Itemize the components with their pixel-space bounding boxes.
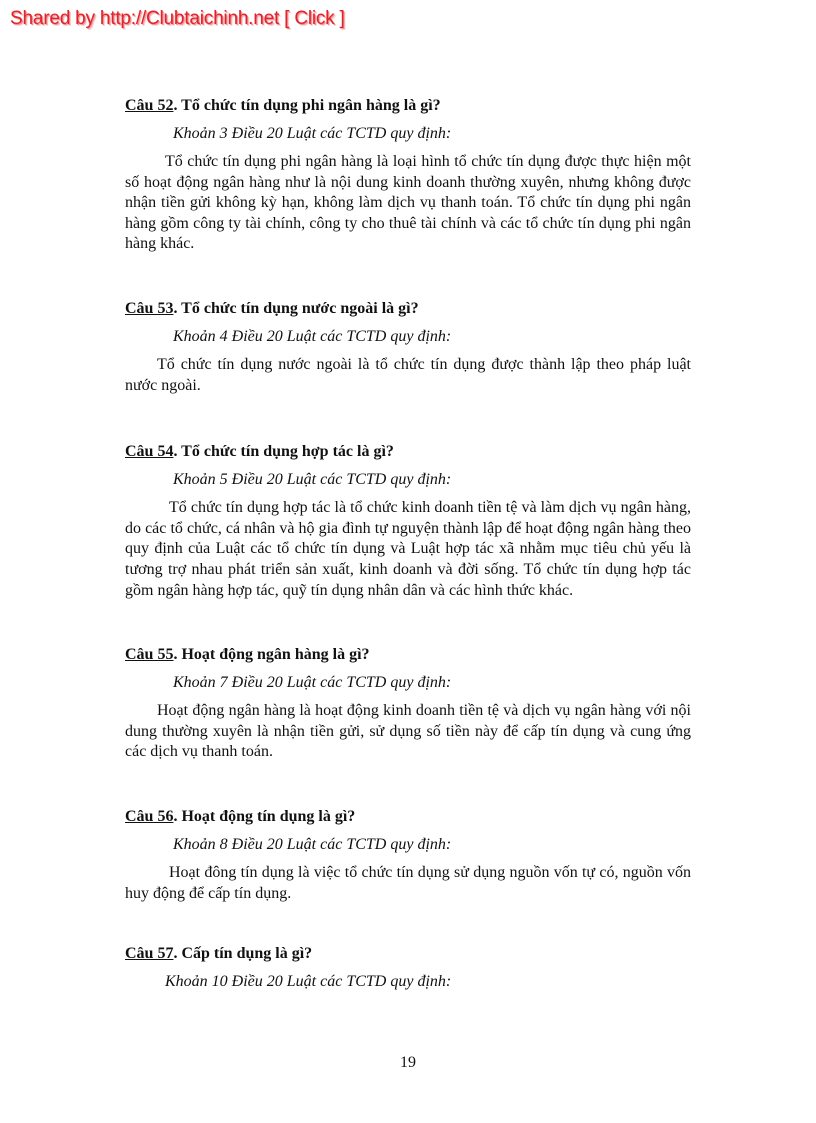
question-title: . Hoạt động ngân hàng là gì? bbox=[173, 646, 370, 664]
watermark-link[interactable]: Shared by http://Clubtaichinh.net [ Click ] bbox=[10, 8, 345, 29]
question-number: Câu 54 bbox=[125, 443, 174, 461]
question-body: Tổ chức tín dụng nước ngoài là tổ chức tín dụng được thành lập theo pháp luật nước ngoài. bbox=[125, 355, 691, 394]
question-reference: Khoản 10 Điều 20 Luật các TCTD quy định: bbox=[165, 973, 452, 991]
question-number: Câu 55 bbox=[125, 646, 174, 664]
document-content bbox=[125, 96, 691, 1000]
question-body: Hoạt động ngân hàng là hoạt động kinh doanh tiền tệ và dịch vụ ngân hàng với nội dung thường xuyên là nhận tiền gửi, sử dụng số tiền này để cấp tín dụng và cung ứng các dịch vụ thanh toán. bbox=[125, 702, 691, 761]
question-number: Câu 53 bbox=[125, 299, 174, 317]
question-reference: Khoản 5 Điều 20 Luật các TCTD quy định: bbox=[173, 471, 452, 489]
question-54 bbox=[125, 442, 691, 601]
question-body: Tổ chức tín dụng hợp tác là tổ chức kinh doanh tiền tệ và làm dịch vụ ngân hàng, do các tổ chức, cá nhân và hộ gia đình tự nguyện thành lập để hoạt động ngân hàng theo quy định của Luật các tổ chức tín dụng và Luật hợp tác xã nhằm mục tiêu chủ yếu là tương trợ nhau phát triển sản xuất, kinh doanh và đời sống. Tổ chức tín dụng hợp tác gồm ngân hàng hợp tác, quỹ tín dụng nhân dân và các hình thức khác. bbox=[125, 499, 691, 599]
question-body: Tổ chức tín dụng phi ngân hàng là loại hình tổ chức tín dụng được thực hiện một số hoạt động ngân hàng như là nội dung kinh doanh thường xuyên, nhưng không được nhận tiền gửi không kỳ hạn, không làm dịch vụ thanh toán. Tổ chức tín dụng phi ngân hàng gồm công ty tài chính, công ty cho thuê tài chính và các tổ chức tín dụng phi ngân hàng khác. bbox=[125, 153, 691, 253]
question-title: . Hoạt động tín dụng là gì? bbox=[173, 807, 356, 825]
question-title: . Cấp tín dụng là gì? bbox=[173, 945, 313, 963]
question-heading bbox=[125, 442, 691, 462]
question-number: Câu 56 bbox=[125, 807, 174, 825]
question-57 bbox=[125, 944, 691, 992]
question-title: . Tổ chức tín dụng hợp tác là gì? bbox=[173, 443, 394, 461]
question-number: Câu 57 bbox=[125, 945, 174, 963]
question-55 bbox=[125, 645, 691, 763]
page-number: 19 bbox=[400, 1054, 416, 1071]
question-reference: Khoản 4 Điều 20 Luật các TCTD quy định: bbox=[173, 327, 452, 345]
question-53 bbox=[125, 299, 691, 396]
question-heading bbox=[125, 96, 691, 116]
question-heading bbox=[125, 299, 691, 319]
question-heading bbox=[125, 645, 691, 665]
question-reference: Khoản 8 Điều 20 Luật các TCTD quy định: bbox=[173, 835, 452, 853]
question-number: Câu 52 bbox=[125, 97, 174, 114]
question-reference: Khoản 3 Điều 20 Luật các TCTD quy định: bbox=[173, 125, 452, 142]
question-body: Hoạt đông tín dụng là việc tổ chức tín dụng sử dụng nguồn vốn tự có, nguồn vốn huy động để cấp tín dụng. bbox=[125, 863, 691, 902]
question-reference: Khoản 7 Điều 20 Luật các TCTD quy định: bbox=[173, 674, 452, 692]
question-title: . Tổ chức tín dụng nước ngoài là gì? bbox=[173, 299, 419, 317]
question-heading bbox=[125, 944, 691, 964]
question-56 bbox=[125, 807, 691, 904]
question-title: . Tổ chức tín dụng phi ngân hàng là gì? bbox=[173, 97, 441, 114]
question-52 bbox=[125, 96, 691, 255]
question-heading bbox=[125, 807, 691, 827]
